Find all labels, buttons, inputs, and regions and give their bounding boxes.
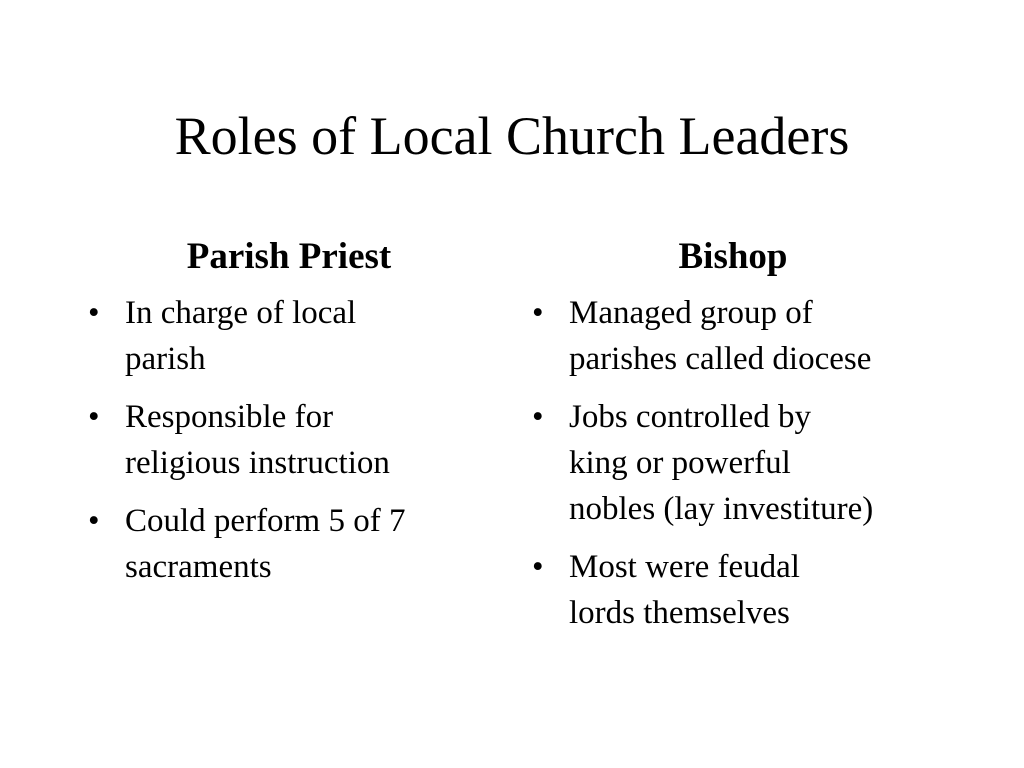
bullet-text-line: nobles (lay investiture): [569, 491, 874, 527]
bullet-item: [84, 290, 494, 382]
bullet-icon: •: [88, 295, 100, 331]
parish-priest-bullet-list: [84, 290, 494, 590]
bishop-bullet-list: [528, 290, 968, 636]
bullet-item: [84, 394, 494, 486]
bullet-text-line: Responsible for: [125, 399, 334, 435]
bullet-item: [528, 544, 968, 636]
bullet-text-line: parishes called diocese: [569, 341, 872, 377]
bullet-text-line: Managed group of: [569, 295, 813, 331]
bullet-icon: •: [532, 399, 544, 435]
bullet-text-line: Most were feudal: [569, 549, 800, 585]
bullet-text-line: In charge of local: [125, 295, 357, 331]
bullet-text-line: religious instruction: [125, 445, 390, 481]
bullet-icon: •: [88, 503, 100, 539]
bullet-item: [528, 394, 968, 532]
bullet-icon: •: [532, 295, 544, 331]
column-heading-bishop: Bishop: [678, 236, 788, 277]
bishop-column: [528, 230, 968, 648]
parish-priest-column: [84, 230, 494, 602]
bullet-text-line: king or powerful: [569, 445, 791, 481]
bullet-text-line: lords themselves: [569, 595, 790, 631]
bullet-icon: •: [88, 399, 100, 435]
bullet-icon: •: [532, 549, 544, 585]
bullet-text-line: Could perform 5 of 7: [125, 503, 406, 539]
bullet-text-line: parish: [125, 341, 206, 377]
bullet-text-line: sacraments: [125, 549, 272, 585]
slide-title: Roles of Local Church Leaders: [174, 106, 850, 166]
bullet-item: [528, 290, 968, 382]
bullet-item: [84, 498, 494, 590]
column-heading-parish-priest: Parish Priest: [186, 236, 392, 277]
bullet-text-line: Jobs controlled by: [569, 399, 811, 435]
